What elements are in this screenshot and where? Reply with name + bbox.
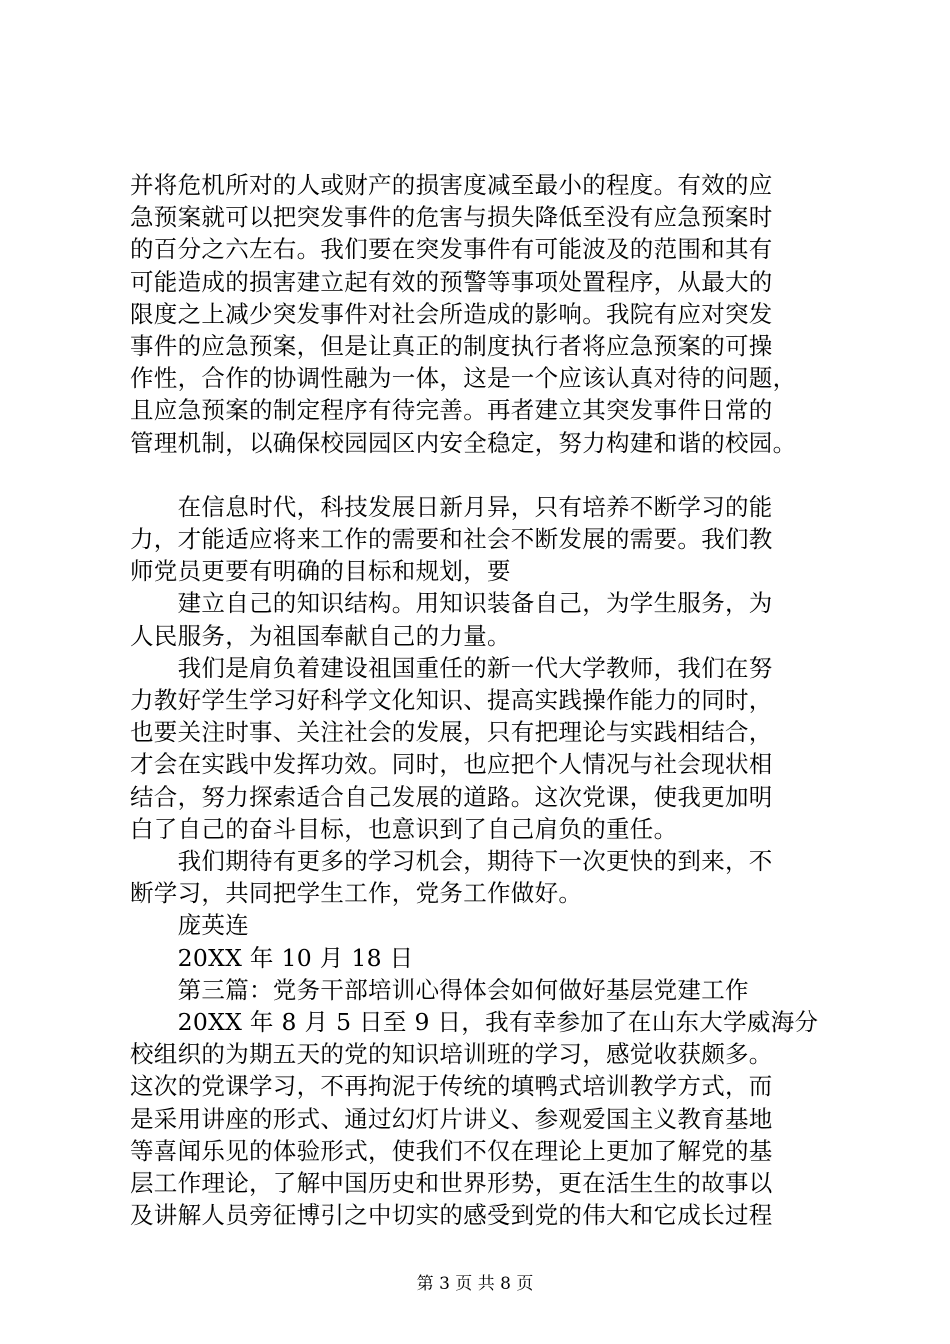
page-number-footer: 第 3 页 共 8 页: [416, 1274, 534, 1294]
text-line: 白了自己的奋斗目标，也意识到了自己肩负的重任。: [130, 814, 678, 843]
text-line: 及讲解人员旁征博引之中切实的感受到党的伟大和它成长过程: [130, 1201, 773, 1230]
text-line: 事件的应急预案，但是让真正的制度执行者将应急预案的可操: [130, 332, 773, 361]
text-line: 且应急预案的制定程序有待完善。再者建立其突发事件日常的: [130, 396, 773, 425]
text-line: 力教好学生学习好科学文化知识、提高实践操作能力的同时，: [130, 686, 773, 715]
text-line: 力，才能适应将来工作的需要和社会不断发展的需要。我们教: [130, 525, 773, 554]
text-line: 建立自己的知识结构。用知识装备自己，为学生服务，为: [130, 589, 773, 618]
text-line: 校组织的为期五天的党的知识培训班的学习，感觉收获颇多。: [130, 1040, 773, 1069]
text-line: 这次的党课学习，不再拘泥于传统的填鸭式培训教学方式，而: [130, 1072, 773, 1101]
text-line: 等喜闻乐见的体验形式，使我们不仅在理论上更加了解党的基: [130, 1136, 773, 1165]
text-line: 可能造成的损害建立起有效的预警等事项处置程序，从最大的: [130, 267, 773, 296]
text-line: 我们是肩负着建设祖国重任的新一代大学教师，我们在努: [130, 653, 773, 682]
paragraph-gap: [130, 459, 830, 491]
text-line: 限度之上减少突发事件对社会所造成的影响。我院有应对突发: [130, 299, 773, 328]
text-line: 也要关注时事、关注社会的发展，只有把理论与实践相结合，: [130, 718, 773, 747]
text-line: 层工作理论，了解中国历史和世界形势，更在活生生的故事以: [130, 1169, 773, 1198]
text-line: 并将危机所对的人或财产的损害度减至最小的程度。有效的应: [130, 171, 773, 199]
text-line: 断学习，共同把学生工作，党务工作做好。: [130, 879, 583, 908]
text-line: 才会在实践中发挥功效。同时，也应把个人情况与社会现状相: [130, 750, 773, 779]
date-line: 20XX 年 10 月 18 日: [130, 943, 414, 972]
text-line: 作性，合作的协调性融为一体，这是一个应该认真对待的问题，: [130, 364, 797, 393]
section-heading: 第三篇：党务干部培训心得体会如何做好基层党建工作: [130, 975, 749, 1004]
text-line: 20XX 年 8 月 5 日至 9 日，我有幸参加了在山东大学威海分: [130, 1008, 819, 1037]
text-line: 管理机制，以确保校园园区内安全稳定，努力构建和谐的校园。: [130, 428, 797, 457]
text-line: 结合，努力探索适合自己发展的道路。这次党课，使我更加明: [130, 782, 773, 811]
text-line: 我们期待有更多的学习机会，期待下一次更快的到来，不: [130, 847, 773, 876]
text-line: 急预案就可以把突发事件的危害与损失降低至没有应急预案时: [130, 203, 773, 232]
text-line: 的百分之六左右。我们要在突发事件有可能波及的范围和其有: [130, 235, 773, 264]
author-name: 庞英连: [130, 911, 249, 940]
text-line: 人民服务，为祖国奉献自己的力量。: [130, 621, 511, 650]
document-body: [130, 169, 830, 1232]
text-line: 在信息时代，科技发展日新月异，只有培养不断学习的能: [130, 492, 773, 521]
text-line: 是采用讲座的形式、通过幻灯片讲义、参观爱国主义教育基地: [130, 1104, 773, 1133]
text-line: 师党员更要有明确的目标和规划，要: [130, 557, 511, 586]
